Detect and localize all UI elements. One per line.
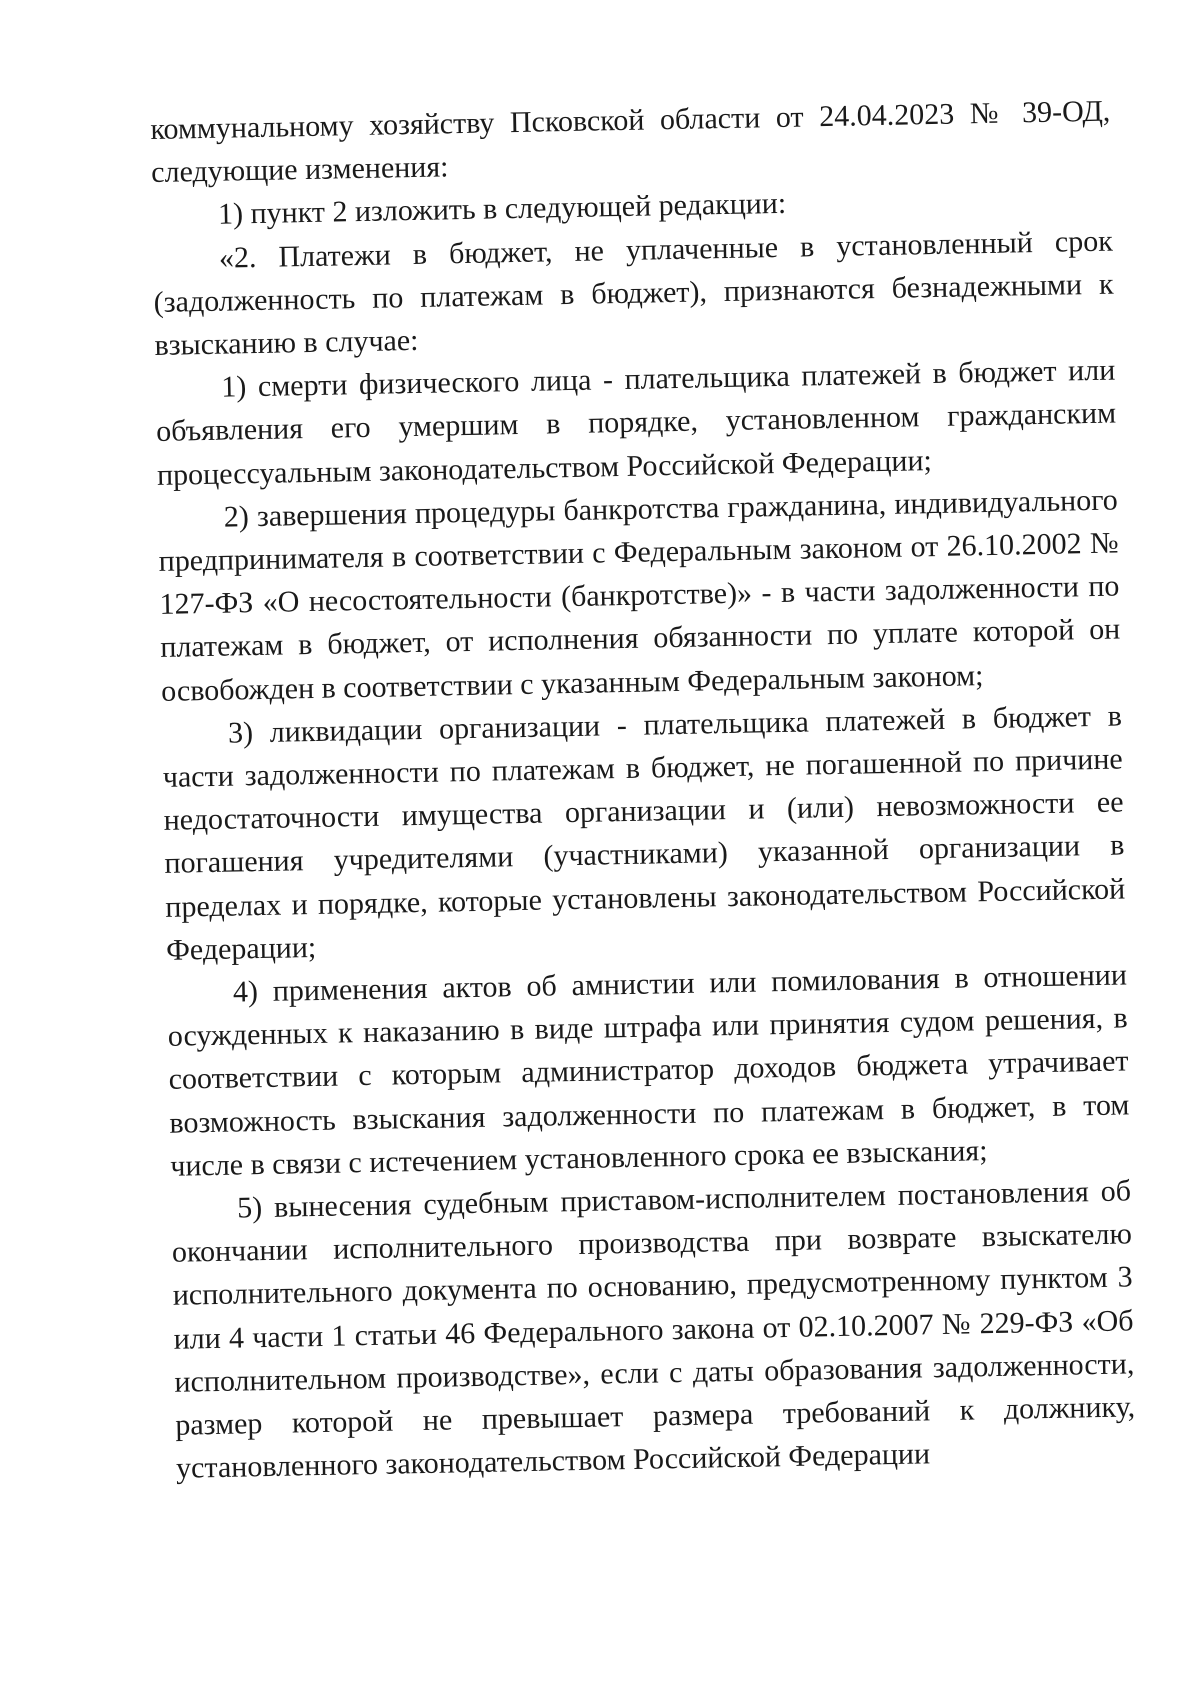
paragraph-intro: коммунальному хозяйству Псковской области от 24.04.2023 № 39-ОД, следующие изменения: (150, 94, 1111, 190)
document-page (150, 90, 1136, 1491)
paragraph-point-2-lead: «2. Платежи в бюджет, не уплаченные в установленный срок (задолженность по платежам в бюджет), признаются безнадежными к взысканию в случае: (153, 224, 1114, 362)
paragraph-subitem-3: 3) ликвидации организации - плательщика платежей в бюджет в части задолженности по платежам в бюджет, не погашенной по причине недостаточности имущества организации и (или) невозможности ее погашения учредителями (участниками) указанной организации в пределах и порядке, которые установлены законодательством Российской Федерации; (162, 699, 1126, 967)
paragraph-subitem-2: 2) завершения процедуры банкротства гражданина, индивидуального предпринимателя в соответствии с Федеральным законом от 26.10.2002 № 127-ФЗ «О несостоятельности (банкротстве)» - в части задолженности по платежам в бюджет, от исполнения обязанности по уплате которой он освобожден в соответствии с указанным Федеральным законом; (158, 483, 1121, 708)
paragraph-subitem-1: 1) смерти физического лица - плательщика платежей в бюджет или объявления его умершим в порядке, установленном гражданским процессуальным законодательством Российской Федерации; (155, 353, 1117, 492)
paragraph-subitem-5: 5) вынесения судебным приставом-исполнителем постановления об окончании исполнительного производства при возврате взыскателю исполнительного документа по основанию, предусмотренному пунктом 3 или 4 части 1 статьи 46 Федерального закона от 02.10.2007 № 229-ФЗ «Об исполнительном производстве», если с даты образования задолженности, размер которой не превышает размера требований к должнику, установленного законодательством Российской Федерации (171, 1174, 1136, 1486)
paragraph-item-1-heading: 1) пункт 2 изложить в следующей редакции: (217, 187, 787, 232)
paragraph-subitem-4: 4) применения актов об амнистии или помилования в отношении осужденных к наказанию в виде штрафа или принятия судом решения, в соответствии с которым администратор доходов бюджета утрачивает возможность взыскания задолженности по платежам в бюджет, в том числе в связи с истечением установленного срока ее взыскания; (167, 958, 1130, 1183)
